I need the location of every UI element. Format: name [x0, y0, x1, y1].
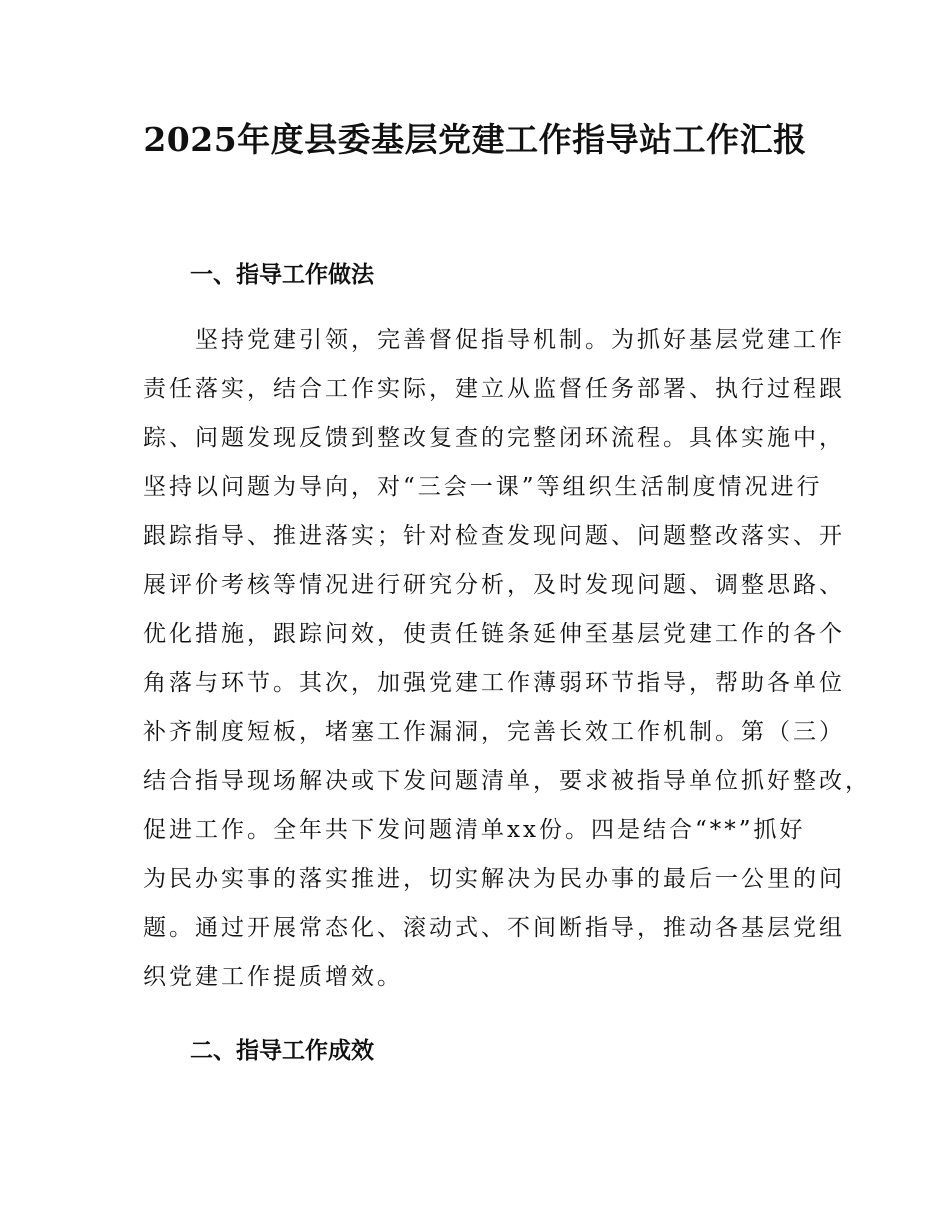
- body-line: 题。通过开展常态化、滚动式、不间断指导，推动各基层党组: [143, 915, 845, 941]
- section-1-body: [143, 322, 871, 1008]
- body-line: 结合指导现场解决或下发问题清单，要求被指导单位抓好整改，: [143, 768, 871, 794]
- body-line: 优化措施，跟踪问效，使责任链条延伸至基层党建工作的各个: [143, 621, 845, 647]
- body-line: 坚持党建引领，完善督促指导机制。为抓好基层党建工作: [143, 327, 845, 353]
- body-line: 促进工作。全年共下发问题清单xx份。四是结合“**”抓好: [143, 817, 806, 843]
- body-line: 补齐制度短板，堵塞工作漏洞，完善长效工作机制。第（三）: [143, 719, 845, 745]
- body-line: 织党建工作提质增效。: [143, 964, 403, 990]
- body-line: 展评价考核等情况进行研究分析，及时发现问题、调整思路、: [143, 572, 845, 598]
- body-line: 跟踪指导、推进落实；针对检查发现问题、问题整改落实、开: [143, 523, 845, 549]
- body-line: 坚持以问题为导向，对“三会一课”等组织生活制度情况进行: [143, 474, 823, 500]
- body-line: 角落与环节。其次，加强党建工作薄弱环节指导，帮助各单位: [143, 670, 845, 696]
- section-heading-1: 一、指导工作做法: [190, 262, 374, 288]
- body-line: 为民办实事的落实推进，切实解决为民办事的最后一公里的问: [143, 866, 845, 892]
- section-heading-2: 二、指导工作成效: [190, 1038, 374, 1064]
- body-line: 责任落实，结合工作实际，建立从监督任务部署、执行过程跟: [143, 376, 845, 402]
- body-line: 踪、问题发现反馈到整改复查的完整闭环流程。具体实施中，: [143, 425, 845, 451]
- document-title: 2025年度县委基层党建工作指导站工作汇报: [143, 120, 807, 159]
